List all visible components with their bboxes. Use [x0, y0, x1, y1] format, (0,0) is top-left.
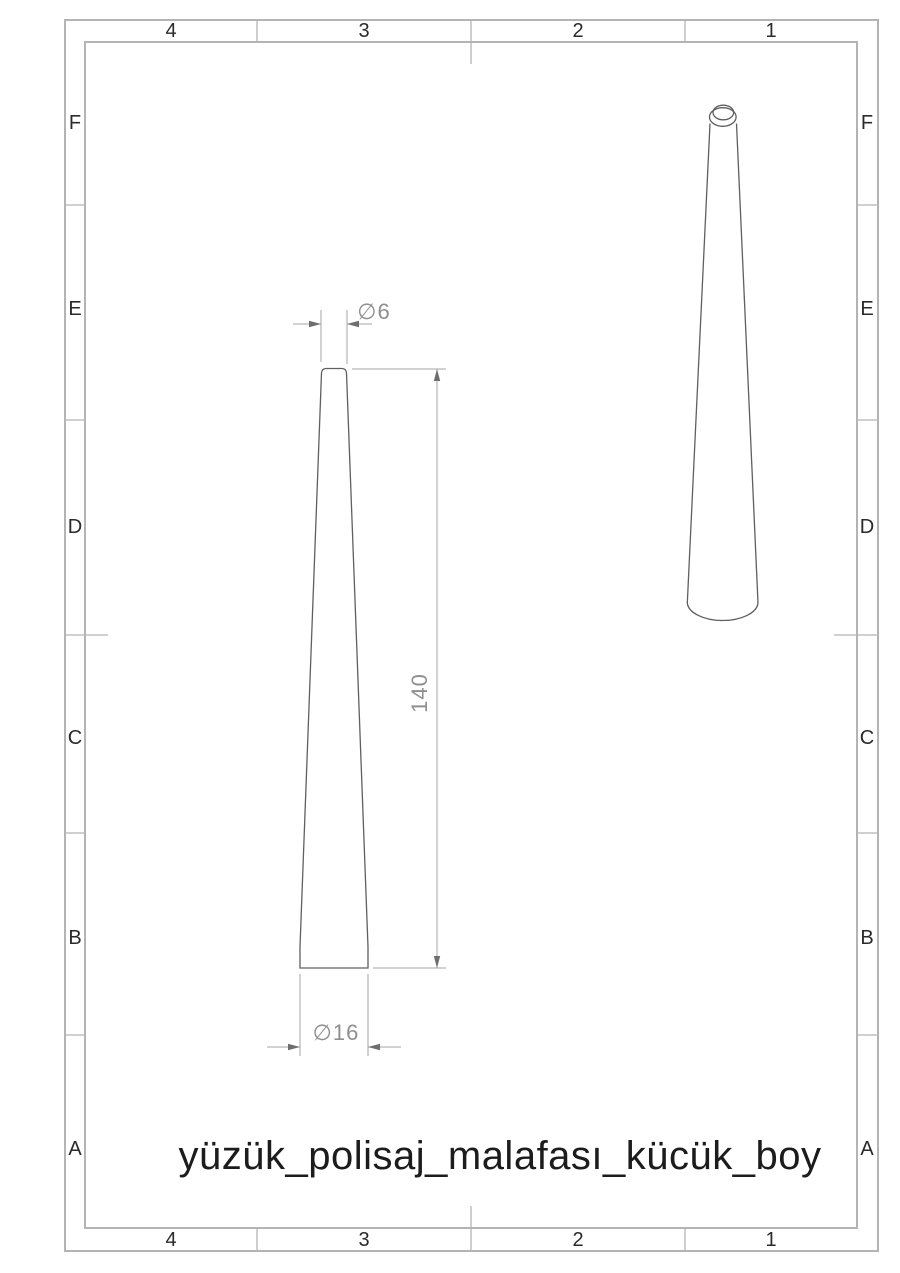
zone-label-col3-bottom: 3	[358, 1229, 370, 1251]
zone-label-E-left: E	[68, 298, 82, 320]
drawing-title: yüzük_polisaj_malafası_kücük_boy	[178, 1134, 822, 1178]
iso-right-edge	[737, 124, 759, 604]
zone-label-E-right: E	[860, 298, 874, 320]
zone-label-D-left: D	[67, 516, 83, 538]
dim-text-length: 140	[407, 673, 432, 713]
outer-border	[65, 20, 878, 1251]
zone-label-col4-bottom: 4	[165, 1229, 177, 1251]
zone-label-D-right: D	[859, 516, 875, 538]
zone-label-col2-top: 2	[572, 20, 584, 42]
dim-arrow	[288, 1044, 300, 1050]
zone-label-col2-bottom: 2	[572, 1229, 584, 1251]
zone-label-F-left: F	[68, 112, 82, 134]
isometric-view	[687, 105, 758, 620]
zone-label-C-left: C	[67, 727, 83, 749]
front-view-outline	[300, 369, 368, 969]
zone-label-col1-top: 1	[765, 20, 777, 42]
dim-arrow	[434, 369, 440, 381]
zone-label-C-right: C	[859, 727, 875, 749]
zone-label-B-right: B	[860, 927, 874, 949]
dim-arrow	[309, 321, 321, 327]
zone-label-col4-top: 4	[165, 20, 177, 42]
iso-bottom-edge	[687, 603, 758, 621]
dim-text-top-diameter: ∅6	[357, 299, 391, 324]
zone-label-B-left: B	[68, 927, 82, 949]
iso-left-edge	[687, 124, 710, 604]
dim-arrow	[368, 1044, 380, 1050]
dim-arrow	[434, 956, 440, 968]
dim-text-bottom-diameter: ∅16	[312, 1020, 360, 1045]
zone-label-col3-top: 3	[358, 20, 370, 42]
zone-label-A-left: A	[68, 1138, 82, 1160]
zone-label-A-right: A	[860, 1138, 874, 1160]
zone-label-col1-bottom: 1	[765, 1229, 777, 1251]
dim-length	[352, 369, 446, 968]
zone-label-F-right: F	[860, 112, 874, 134]
